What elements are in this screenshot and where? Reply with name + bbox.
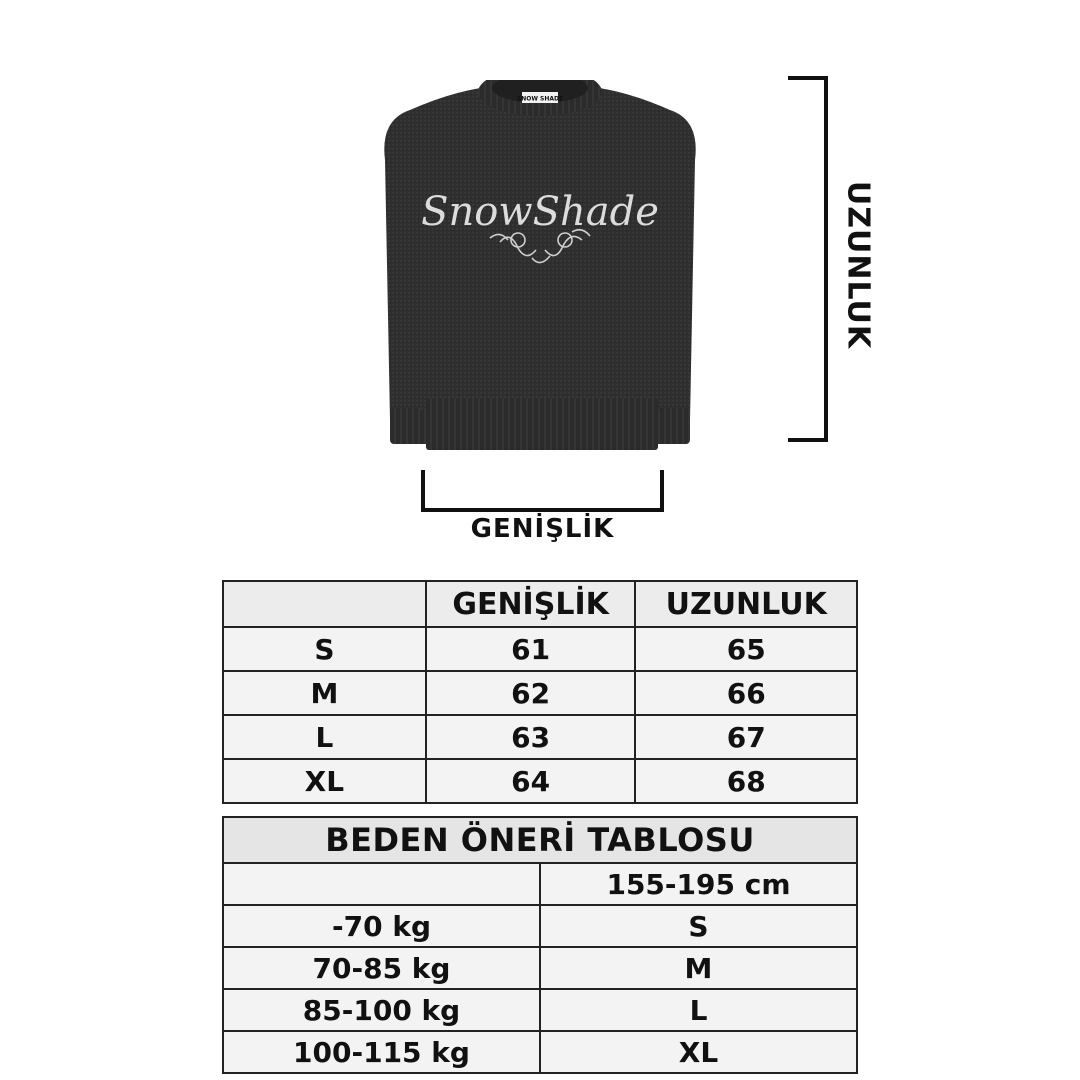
table-row — [223, 671, 857, 715]
length-cell: 68 — [635, 759, 857, 803]
length-cell: 66 — [635, 671, 857, 715]
table-row — [223, 1031, 857, 1073]
table-row — [223, 759, 857, 803]
size-cell: XL — [223, 759, 426, 803]
size-cell: L — [223, 715, 426, 759]
sweater-illustration — [340, 80, 740, 470]
length-cell: 67 — [635, 715, 857, 759]
size-cell: S — [223, 627, 426, 671]
width-cell: 63 — [426, 715, 636, 759]
size-table — [222, 580, 858, 804]
header-empty — [223, 581, 426, 627]
width-label: GENİŞLİK — [470, 514, 615, 544]
sweater-image — [340, 80, 740, 470]
weight-cell: 100-115 kg — [223, 1031, 540, 1073]
length-label-text: UZUNLUK — [840, 180, 876, 350]
header-length: UZUNLUK — [635, 581, 857, 627]
recommend-title-row — [223, 817, 857, 863]
size-table-header — [223, 581, 857, 627]
width-cell: 62 — [426, 671, 636, 715]
brand-tag: SNOW SHADE — [516, 95, 564, 103]
recommend-title: BEDEN ÖNERİ TABLOSU — [223, 817, 857, 863]
width-cell: 61 — [426, 627, 636, 671]
table-row — [223, 989, 857, 1031]
brand-logo: SnowShade — [421, 189, 659, 235]
table-row — [223, 627, 857, 671]
table-row — [223, 905, 857, 947]
weight-cell: 70-85 kg — [223, 947, 540, 989]
header-width: GENİŞLİK — [426, 581, 636, 627]
width-bracket — [421, 470, 664, 512]
size-cell: S — [540, 905, 857, 947]
height-range: 155-195 cm — [540, 863, 857, 905]
weight-cell: 85-100 kg — [223, 989, 540, 1031]
size-cell: M — [540, 947, 857, 989]
size-cell: XL — [540, 1031, 857, 1073]
length-bracket — [788, 76, 828, 442]
table-row — [223, 715, 857, 759]
size-cell: M — [223, 671, 426, 715]
width-cell: 64 — [426, 759, 636, 803]
recommend-table — [222, 816, 858, 1074]
size-cell: L — [540, 989, 857, 1031]
recommend-header-row — [223, 863, 857, 905]
table-row — [223, 947, 857, 989]
length-cell: 65 — [635, 627, 857, 671]
length-label — [835, 170, 881, 360]
header-empty — [223, 863, 540, 905]
weight-cell: -70 kg — [223, 905, 540, 947]
